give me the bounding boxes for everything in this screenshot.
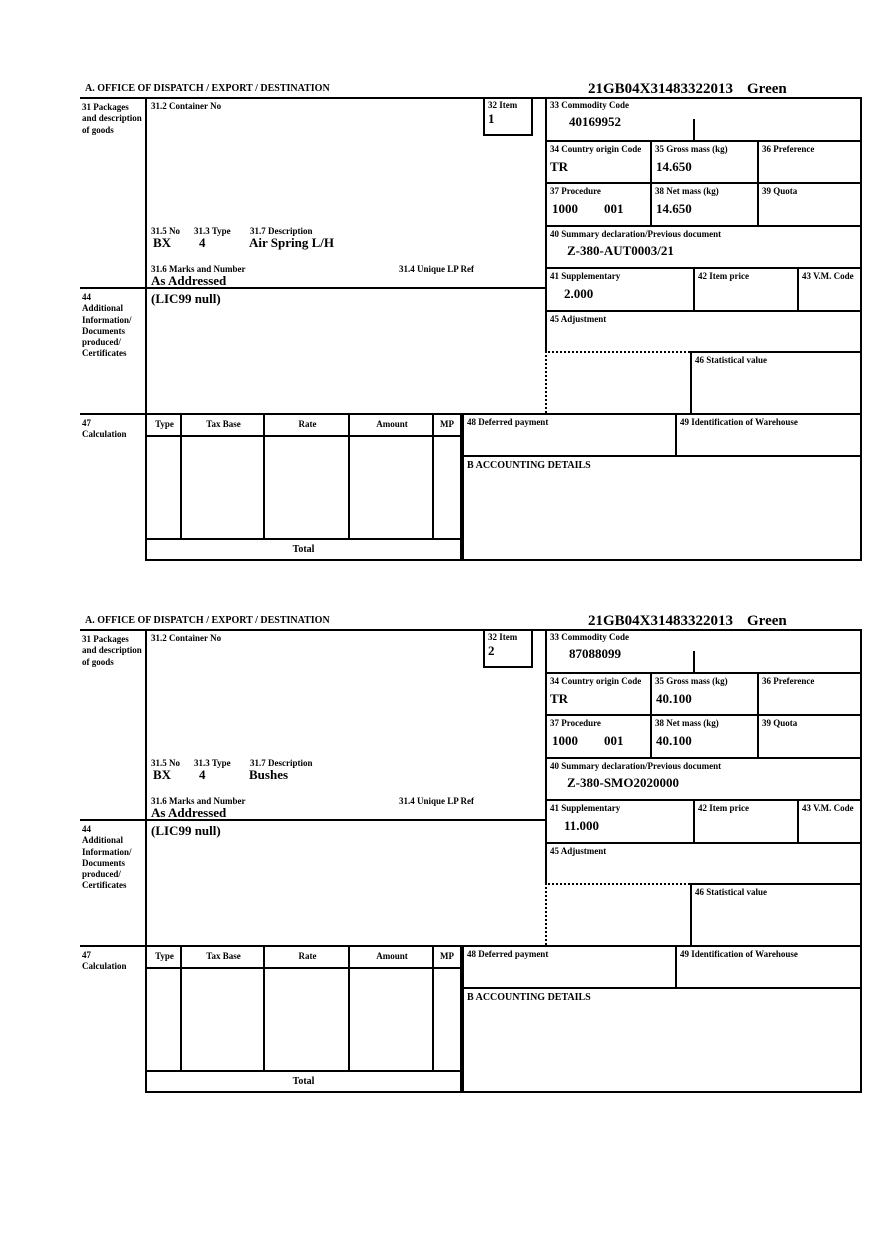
commodity-code-divider [693,119,695,140]
net-mass-value: 40.100 [656,733,692,749]
commodity-code-value: 40169952 [569,114,621,130]
adjustment-label: 45 Adjustment [550,314,607,324]
box-44-content [145,819,545,945]
deferred-payment-label: 48 Deferred payment [467,417,549,427]
calc-cell-tax-base [180,437,265,540]
net-mass-label: 38 Net mass (kg) [655,186,719,196]
country-origin-value: TR [550,691,569,707]
routing-status: Green [747,613,787,629]
routing-status: Green [747,81,787,97]
box-42-item-price [693,267,797,310]
office-header: A. OFFICE OF DISPATCH / EXPORT / DESTINATION [85,83,330,94]
box-47-number: 47 [82,950,91,960]
box-38-net-mass [650,182,757,225]
country-origin-value: TR [550,159,569,175]
calc-cell-mp [432,437,462,540]
adjustment-subdivision [545,883,690,945]
preference-label: 36 Preference [762,676,815,686]
marks-value: As Addressed [151,805,227,820]
box-49-warehouse [675,945,862,987]
unique-lp-ref-label: 31.4 Unique LP Ref [399,264,475,274]
box-43-vm-code [797,267,862,310]
procedure-value: 1000 [552,201,578,217]
additional-info-value: (LIC99 null) [151,291,221,306]
calc-header-rate: Rate [263,413,350,437]
calc-cell-amount [348,437,434,540]
calc-header-amount: Amount [348,945,434,969]
preference-label: 36 Preference [762,144,815,154]
procedure-value: 1000 [552,733,578,749]
procedure-label: 37 Procedure [550,718,601,728]
box-46-statistical-value [690,351,862,413]
deferred-payment-label: 48 Deferred payment [467,949,549,959]
procedure-values [552,733,650,749]
pkg-no-label: 31.5 No [151,226,180,236]
calc-header-type: Type [145,413,182,437]
box-41-supplementary [545,267,693,310]
box-31-label: 31 Packages and description of goods [80,97,145,287]
net-mass-label: 38 Net mass (kg) [655,718,719,728]
supplementary-value: 11.000 [564,818,600,834]
summary-declaration-label: 40 Summary declaration/Previous document [550,229,722,239]
calc-cell-tax-base [180,969,265,1072]
box-35-gross-mass [650,672,757,714]
warehouse-label: 49 Identification of Warehouse [680,949,798,959]
quota-label: 39 Quota [762,186,798,196]
unique-lp-ref-label: 31.4 Unique LP Ref [399,796,475,806]
statistical-value-label: 46 Statistical value [695,355,767,365]
box-47-label [80,945,145,1093]
box-37-procedure [545,714,650,757]
commodity-code-label: 33 Commodity Code [550,100,629,110]
gross-mass-value: 14.650 [656,159,692,175]
item-page-1 [80,83,862,561]
pkg-description-value: Air Spring L/H [249,235,335,250]
box-44-text: Additional Information/ Documents produced/ Certificates [82,303,132,359]
calc-header-rate: Rate [263,945,350,969]
pkg-no-label: 31.5 No [151,758,180,768]
calc-header-amount: Amount [348,413,434,437]
box-44-label [80,287,145,413]
item-price-label: 42 Item price [698,803,749,813]
calc-header-tax-base: Tax Base [180,413,265,437]
box-47-label [80,413,145,561]
box-34-country-origin [545,140,650,182]
box-38-net-mass [650,714,757,757]
item-page-2 [80,615,862,1093]
warehouse-label: 49 Identification of Warehouse [680,417,798,427]
box-47-number: 47 [82,418,91,428]
additional-info-value: (LIC99 null) [151,823,221,838]
box-46-statistical-value [690,883,862,945]
calc-total-row: Total [145,1070,462,1093]
adjustment-subdivision [545,351,690,413]
mrn-number: 21GB04X31483322013 [588,81,734,97]
pkg-no-value: BX [153,767,172,782]
commodity-code-value: 87088099 [569,646,621,662]
box-42-item-price [693,799,797,842]
summary-declaration-label: 40 Summary declaration/Previous document [550,761,722,771]
calc-header-tax-base: Tax Base [180,945,265,969]
box-48-deferred-payment [462,413,675,455]
item-number-box [483,631,533,668]
box-31-2-container [145,629,545,819]
country-origin-label: 34 Country origin Code [550,144,642,154]
item-label: 32 Item [488,632,518,642]
summary-declaration-value: Z-380-AUT0003/21 [567,243,674,259]
gross-mass-label: 35 Gross mass (kg) [655,676,728,686]
box-44-label [80,819,145,945]
box-47-text: Calculation [82,961,127,972]
box-47-text: Calculation [82,429,127,440]
calc-header-type: Type [145,945,182,969]
marks-label: 31.6 Marks and Number [151,796,246,806]
item-price-label: 42 Item price [698,271,749,281]
box-48-deferred-payment [462,945,675,987]
vm-code-label: 43 V.M. Code [802,803,854,813]
box-40-summary-declaration [545,757,862,799]
mrn-number: 21GB04X31483322013 [588,613,734,629]
box-b-accounting-details [462,455,862,561]
calc-header-mp: MP [432,413,462,437]
commodity-code-label: 33 Commodity Code [550,632,629,642]
calc-cell-type [145,969,182,1072]
procedure-extra-value: 001 [604,733,624,749]
box-33-commodity-code [545,97,862,140]
box-36-preference [757,140,862,182]
office-header: A. OFFICE OF DISPATCH / EXPORT / DESTINATION [85,615,330,626]
calc-cell-rate [263,437,350,540]
container-no-label: 31.2 Container No [151,101,222,111]
marks-value: As Addressed [151,273,227,288]
box-36-preference [757,672,862,714]
calc-total-row: Total [145,538,462,561]
pkg-no-value: BX [153,235,172,250]
supplementary-label: 41 Supplementary [550,803,621,813]
gross-mass-value: 40.100 [656,691,692,707]
box-31-2-container [145,97,545,287]
accounting-details-label: B ACCOUNTING DETAILS [467,992,591,1003]
gross-mass-label: 35 Gross mass (kg) [655,144,728,154]
box-b-accounting-details [462,987,862,1093]
marks-label: 31.6 Marks and Number [151,264,246,274]
pkg-description-value: Bushes [249,767,289,782]
container-no-label: 31.2 Container No [151,633,222,643]
net-mass-value: 14.650 [656,201,692,217]
calc-cell-type [145,437,182,540]
commodity-code-divider [693,651,695,672]
vm-code-label: 43 V.M. Code [802,271,854,281]
procedure-label: 37 Procedure [550,186,601,196]
summary-declaration-value: Z-380-SMO2020000 [567,775,679,791]
country-origin-label: 34 Country origin Code [550,676,642,686]
box-37-procedure [545,182,650,225]
box-33-commodity-code [545,629,862,672]
box-31-label: 31 Packages and description of goods [80,629,145,819]
item-number-box [483,99,533,136]
box-45-adjustment [545,842,862,883]
supplementary-value: 2.000 [564,286,594,302]
box-44-text: Additional Information/ Documents produced/ Certificates [82,835,132,891]
calc-cell-rate [263,969,350,1072]
box-43-vm-code [797,799,862,842]
supplementary-label: 41 Supplementary [550,271,621,281]
pkg-type-value: 4 [199,235,206,250]
adjustment-label: 45 Adjustment [550,846,607,856]
box-44-number: 44 [82,292,91,302]
procedure-values [552,201,650,217]
procedure-extra-value: 001 [604,201,624,217]
box-39-quota [757,182,862,225]
document-reference [588,612,787,630]
pkg-description-label: 31.7 Description [250,758,313,768]
pkg-type-value: 4 [199,767,206,782]
box-49-warehouse [675,413,862,455]
item-number-value: 2 [488,643,495,659]
box-44-content [145,287,545,413]
accounting-details-label: B ACCOUNTING DETAILS [467,460,591,471]
box-45-adjustment [545,310,862,351]
box-39-quota [757,714,862,757]
pkg-description-label: 31.7 Description [250,226,313,236]
statistical-value-label: 46 Statistical value [695,887,767,897]
box-34-country-origin [545,672,650,714]
calc-header-mp: MP [432,945,462,969]
calc-cell-mp [432,969,462,1072]
box-35-gross-mass [650,140,757,182]
quota-label: 39 Quota [762,718,798,728]
pkg-type-label: 31.3 Type [194,758,231,768]
box-40-summary-declaration [545,225,862,267]
box-41-supplementary [545,799,693,842]
calc-cell-amount [348,969,434,1072]
box-44-number: 44 [82,824,91,834]
document-reference [588,80,787,98]
pkg-type-label: 31.3 Type [194,226,231,236]
item-number-value: 1 [488,111,495,127]
item-label: 32 Item [488,100,518,110]
